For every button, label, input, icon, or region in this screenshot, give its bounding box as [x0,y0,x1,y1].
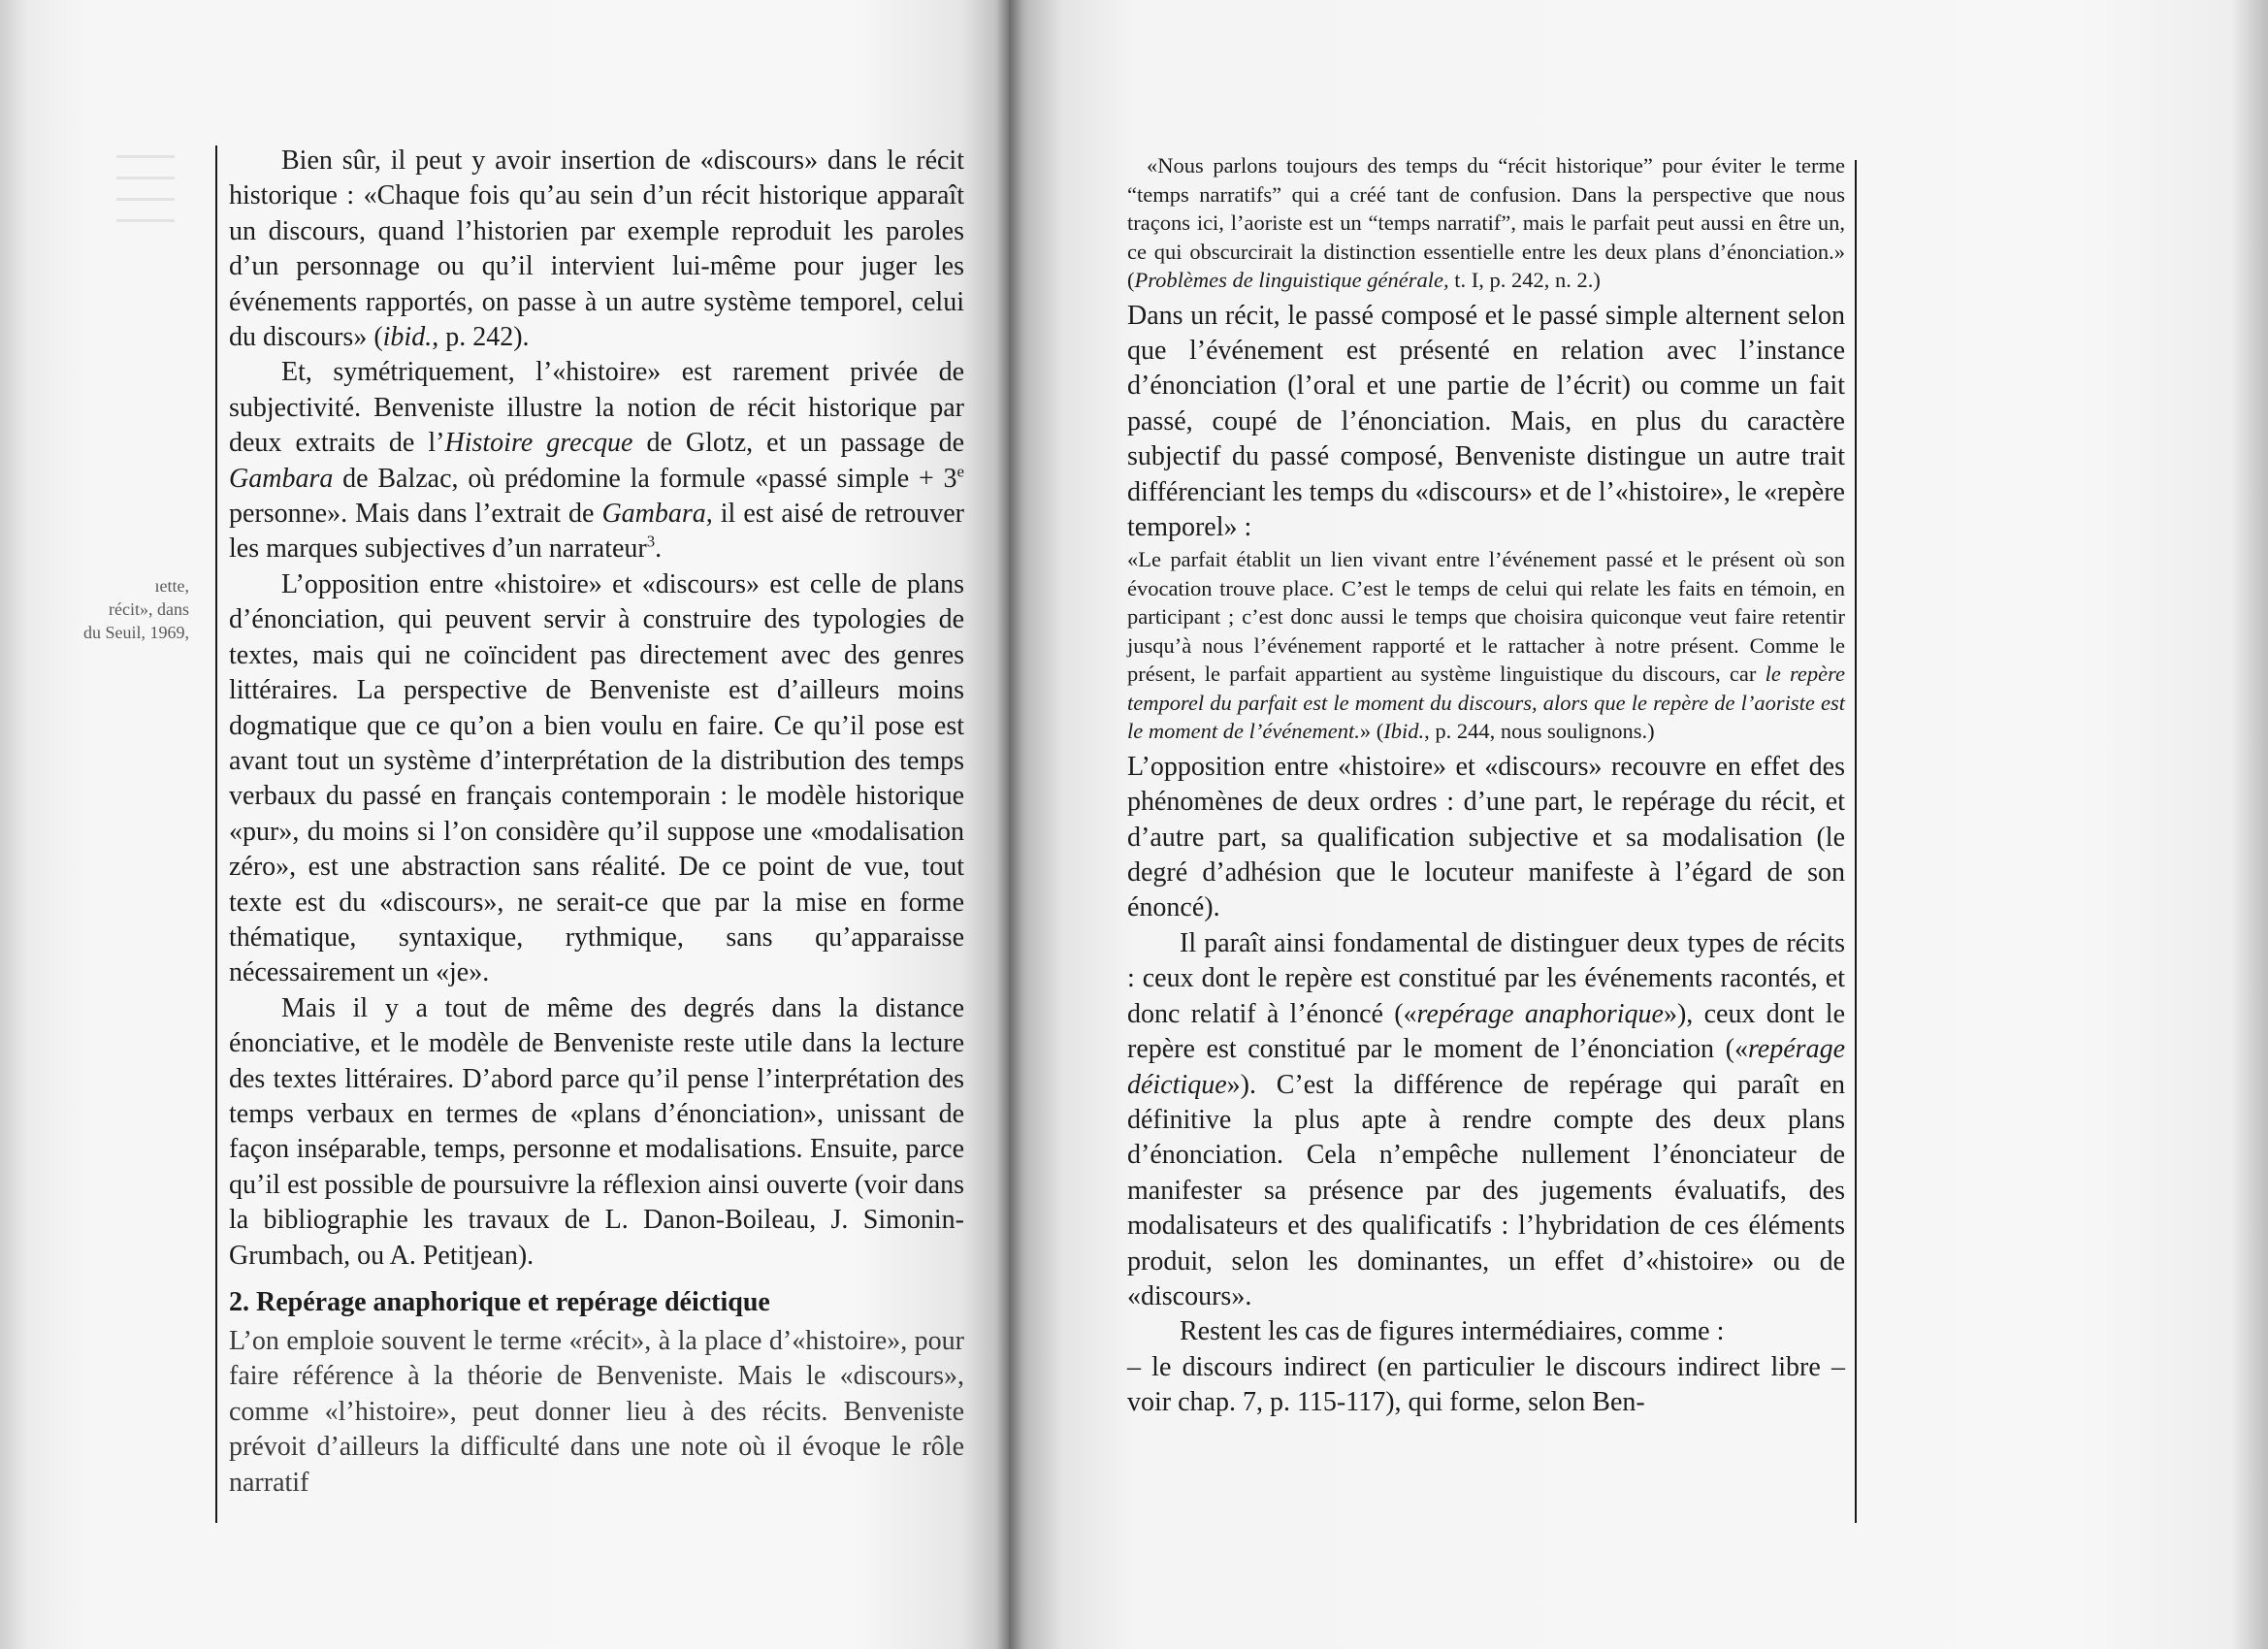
paragraph [229,355,964,566]
paragraph [1127,1350,1845,1421]
paragraph [1127,1314,1845,1349]
text-run: L’opposition entre «histoire» et «discours» recouvre en effet des phénomènes de deux ordres : d’une part, le repérage du récit, et d’autre part, sa qualification subjective et sa modalisation (le degré d’adhésion que le locuteur manifeste à l’égard de son énoncé). [1127,751,1845,923]
text-run: Et, symétriquement, l’«histoire» est rarement privée de subjectivité. Benveniste illustre la notion de récit historique par deux extraits de l’ [229,357,964,459]
text-run: . [655,534,663,565]
block-quote [1127,545,1845,746]
paragraph [229,144,964,355]
text-run: «Le parfait établit un lien vivant entre l’événement passé et le présent où son évocation trouve place. C’est le temps de celui qui relate les faits en témoin, en participant ; c’est donc aussi le temps que choisira quiconque veut faire retentir jusqu’à nous l’événement rapporté et le rattacher à notre présent. Comme le présent, le parfait appartient au système linguistique du discours, car [1127,547,1845,687]
text-run: , p. 244, nous soulignons.) [1424,719,1655,744]
margin-footnote-fragment [19,574,189,644]
margin-line: ıette, [154,576,189,596]
paragraph [1127,926,1845,1314]
italic-run: Ibid. [1383,719,1425,744]
italic-run: Gambara, [601,499,713,530]
text-run: de Balzac, où prédomine la formule «passé simple + 3 [333,463,957,494]
margin-line: récit», dans [109,599,189,619]
left-page [0,0,1009,1649]
text-run: »), ceux dont le repère est constitué par le moment de l’énonciation (« [1127,998,1845,1065]
text-run: , p. 242). [432,322,530,353]
text-run: Dans un récit, le passé composé et le passé simple alternent selon que l’événement est présenté en relation avec l’instance d’énonciation (l’oral et une partie de l’écrit) ou comme un fait passé, coupé de l’énonciation. Mais, en plus du caractère subjectif du passé composé, Benveniste distingue un autre trait différenciant les temps du «discours» et de l’«histoire», le «repère temporel» : [1127,300,1845,542]
column-rule [1855,160,1857,1523]
italic-run: Histoire grecque [444,428,633,459]
text-run: personne». Mais dans l’extrait de [229,499,602,530]
text-run: L’on emploie souvent le terme «récit», à la place d’«histoire», pour faire référence à la théorie de Benveniste. Mais le «discours», comme «l’histoire», peut donner lieu à des récits. Benveniste prévoit d’ailleurs la difficulté dans une note où il évoque le rôle narratif [229,1326,964,1498]
show-through-text [116,155,175,223]
left-text-column [229,144,964,1501]
text-run: » ( [1359,719,1384,744]
text-run: «Nous parlons toujours des temps du “récit historique” pour éviter le terme “temps narratifs” qui a créé tant de confusion. Dans la perspective que nous traçons ici, l’aoriste est un “temps narratif”, mais le parfait peut aussi en être un, ce qui obscurcirait la distinction essentielle entre les deux plans d’énonciation.» ( [1127,153,1845,292]
italic-run: repérage déictique [1127,1034,1845,1100]
column-rule [215,146,217,1523]
italic-run: Gambara [229,463,334,494]
paragraph [229,567,964,991]
block-quote [1127,151,1845,295]
section-heading: 2. Repérage anaphorique et repérage déictique [229,1287,770,1317]
paragraph [1127,750,1845,926]
text-run: Il paraît ainsi fondamental de distinguer deux types de récits : ceux dont le repère est constitué par les événements racontés, et donc relatif à l’énoncé (« [1127,927,1845,1029]
footnote-mark: e [956,462,964,481]
paragraph [229,991,964,1274]
book-gutter-shadow [997,0,1022,1649]
italic-run: ibid. [382,322,433,353]
text-run: – le discours indirect (en particulier le discours indirect libre – voir chap. 7, p. 115-117), qui forme, selon Ben- [1127,1351,1845,1418]
paragraph [1127,299,1845,546]
italic-run: le repère temporel du parfait est le moment du discours, alors que le repère de l’aoriste est le moment de l’événement. [1127,662,1846,744]
text-run: »). C’est la différence de repérage qui paraît en définitive la plus apte à rendre compte des deux plans d’énonciation. Cela n’empêche nullement l’énonciateur de manifester sa présence par des jugements évaluatifs, des modalisateurs et des qualificatifs : l’hybridation de ces éléments produit, selon les dominantes, un effet d’«histoire» ou de «discours». [1127,1069,1845,1311]
text-run: il est aisé de retrouver les marques subjectives d’un narrateur [229,499,964,565]
text-run: de Glotz, et un passage de [632,428,964,459]
footnote-mark: 3 [646,533,656,552]
right-text-column [1127,151,1845,1421]
text-run: Mais il y a tout de même des degrés dans la distance énonciative, et le modèle de Benveniste reste utile dans la lecture des textes littéraires. D’abord parce qu’il pense l’interprétation des temps verbaux en termes de «plans d’énonciation», unissant de façon inséparable, temps, personne et modalisations. Ensuite, parce qu’il est possible de poursuivre la réflexion ainsi ouverte (voir dans la bibliographie les travaux de L. Danon-Boileau, J. Simonin-Grumbach, ou A. Petitjean). [229,992,964,1271]
text-run: t. I, p. 242, n. 2.) [1448,268,1601,292]
paragraph [229,1324,964,1501]
margin-line: du Seuil, 1969, [82,623,189,642]
italic-run: repérage anaphorique [1416,998,1664,1029]
text-run: L’opposition entre «histoire» et «discours» est celle de plans d’énonciation, qui peuvent servir à construire des typologies de textes, mais qui ne coïncident pas directement avec des genres littéraires. La perspective de Benveniste est d’ailleurs moins dogmatique que ce qu’on a bien voulu en faire. Ce qu’il pose est avant tout un système d’interprétation de la distribution des temps verbaux du passé en français contemporain : le modèle historique «pur», du moins si l’on considère qu’il suppose une «modalisation zéro», est une abstraction sans réalité. De ce point de vue, tout texte est du «discours», ne serait-ce que par la mise en forme thématique, syntaxique, rythmique, sans qu’apparaisse nécessairement un «je». [229,568,964,988]
text-run: Restent les cas de figures intermédiaires, comme : [1180,1316,1725,1347]
text-run: Bien sûr, il peut y avoir insertion de «discours» dans le récit historique : «Chaque fois qu’au sein d’un récit historique apparaît un discours, quand l’historien par exemple reproduit les paroles d’un personnage ou qu’il intervient lui-même pour juger les événements rapportés, on passe à un autre système temporel, celui du discours» ( [229,146,964,353]
italic-run: Problèmes de linguistique générale, [1134,268,1449,292]
